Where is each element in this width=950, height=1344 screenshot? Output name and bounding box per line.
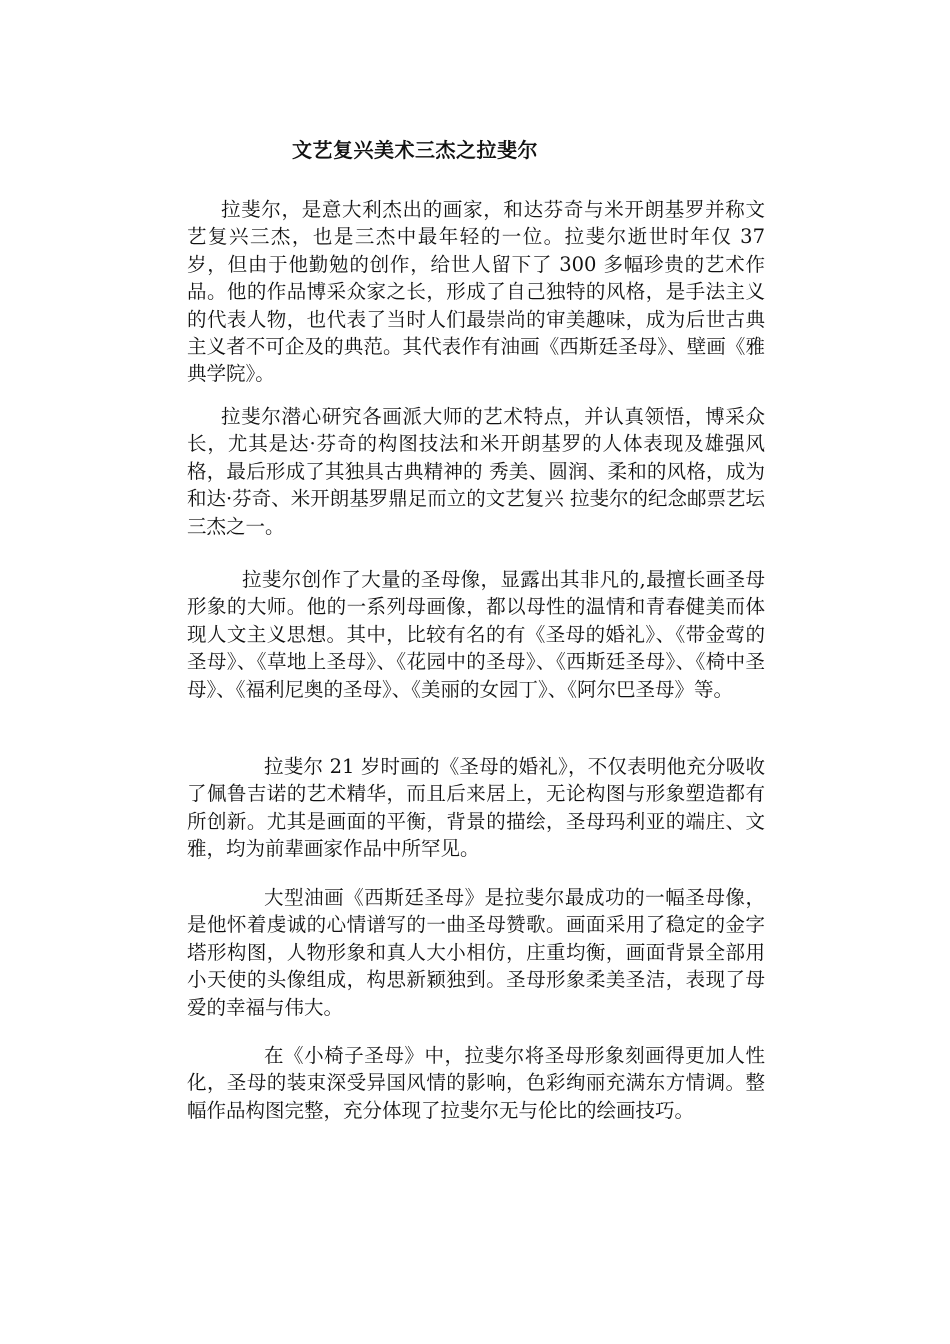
paragraph-madonnas: 拉斐尔创作了大量的圣母像，显露出其非凡的,最擅长画圣母形象的大师。他的一系列母画像，都以母性的温情和青春健美而体现人文主义思想。其中，比较有名的有《圣母的婚礼》、《带金莺的圣母》、《草地上圣母》、《花园中的圣母》、《西斯廷圣母》、《椅中圣母》、《福利尼奥的圣母》、《美丽的女园丁》、《阿尔巴圣母》等。 <box>187 568 765 701</box>
paragraph-madonna-della-seggiola: 在《小椅子圣母》中，拉斐尔将圣母形象刻画得更加人性化，圣母的装束深受异国风情的影响，色彩绚丽充满东方情调。整幅作品构图完整，充分体现了拉斐尔无与伦比的绘画技巧。 <box>187 1044 765 1122</box>
paragraph-style: 拉斐尔潜心研究各画派大师的艺术特点，并认真领悟，博采众长，尤其是达·芬奇的构图技法和米开朗基罗的人体表现及雄强风格，最后形成了其独具古典精神的 秀美、圆润、柔和的风格，成为和达·芬奇、米开朗基罗鼎足而立的文艺复兴 拉斐尔的纪念邮票艺坛三杰之一。 <box>187 405 765 538</box>
paragraph-sistine-madonna: 大型油画《西斯廷圣母》是拉斐尔最成功的一幅圣母像，是他怀着虔诚的心情谱写的一曲圣母赞歌。画面采用了稳定的金字塔形构图，人物形象和真人大小相仿，庄重均衡，画面背景全部用小天使的头像组成，构思新颖独到。圣母形象柔美圣洁，表现了母爱的幸福与伟大。 <box>187 886 765 1019</box>
paragraph-marriage-of-virgin: 拉斐尔 21 岁时画的《圣母的婚礼》，不仅表明他充分吸收了佩鲁吉诺的艺术精华，而且后来居上，无论构图与形象塑造都有所创新。尤其是画面的平衡，背景的描绘，圣母玛利亚的端庄、文雅，均为前辈画家作品中所罕见。 <box>187 755 765 861</box>
paragraph-intro: 拉斐尔，是意大利杰出的画家，和达芬奇与米开朗基罗并称文艺复兴三杰，也是三杰中最年轻的一位。拉斐尔逝世时年仅 37 岁，但由于他勤勉的创作，给世人留下了 300 多幅珍贵的艺术作品。他的作品博采众家之长，形成了自己独特的风格，是手法主义的代表人物，也代表了当时人们最崇尚的审美趣味，成为后世古典主义者不可企及的典范。其代表作有油画《西斯廷圣母》、壁画《雅典学院》。 <box>187 198 765 386</box>
document-title: 文艺复兴美术三杰之拉斐尔 <box>292 138 538 162</box>
